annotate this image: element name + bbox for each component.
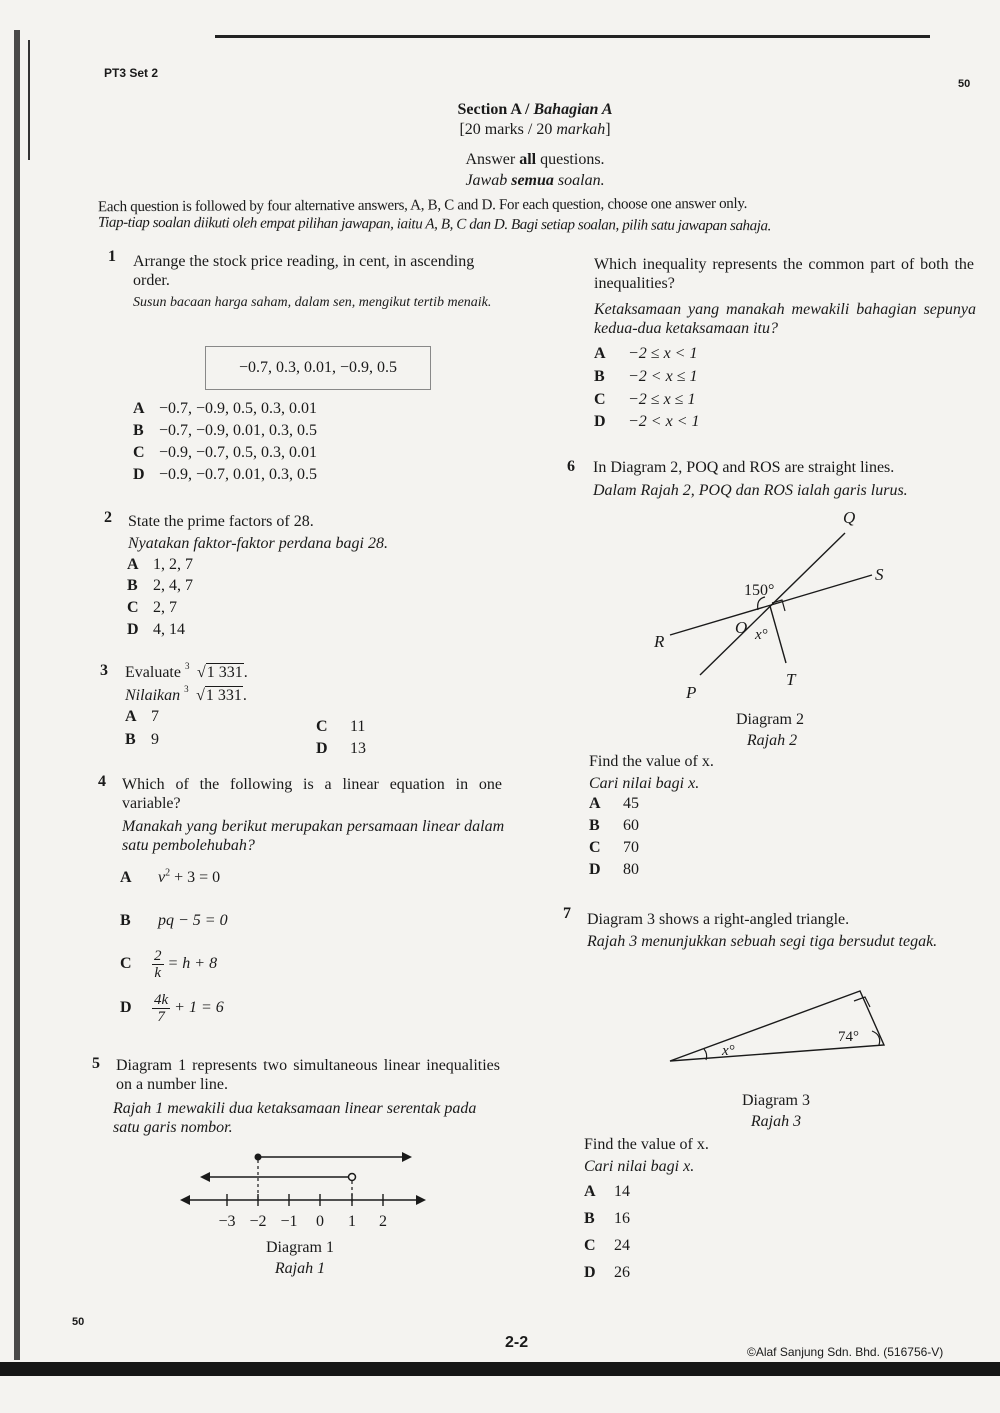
label-o: O [735,618,748,637]
option-letter: C [584,1237,596,1254]
section-title-en: Section A / [457,101,530,118]
q1-number-box: −0.7, 0.3, 0.01, −0.9, 0.5 [205,346,431,390]
tick-label: −1 [280,1213,298,1230]
q5-option-c[interactable] [594,391,695,409]
option-letter: C [316,718,328,735]
diagram2-caption-en: Diagram 2 [736,711,804,728]
answer-ms-3: soalan. [553,172,605,189]
tick-label: 2 [379,1213,387,1230]
option-letter: D [127,621,139,638]
q3-root: 3 √1 331 [185,663,244,682]
q7-number: 7 [563,905,571,922]
frac-den: 7 [157,1009,165,1025]
tick-label: −2 [249,1213,267,1230]
q5-option-a[interactable] [594,345,697,363]
eq-base: v [158,869,166,887]
page-number-top: 50 [958,78,971,90]
lower-ray-arrow [200,1172,210,1182]
label-r: R [654,632,665,651]
option-text: 60 [623,817,639,834]
line-ot [770,606,786,663]
option-letter: C [133,444,145,461]
q1-option-b[interactable] [133,422,317,440]
q6-number: 6 [567,458,575,475]
q4-text-en: Which of the following is a linear equation in one variable? [122,776,502,812]
q6-option-d[interactable] [589,861,639,879]
section-title-ms: Bahagian A [533,101,613,118]
option-letter: D [133,466,145,483]
q2-option-b[interactable] [127,577,193,595]
q4-frac-c [152,948,164,981]
marks-en: [20 marks / 20 [459,121,557,138]
q2-option-c[interactable] [127,599,177,617]
q3-nilaikan: Nilaikan [125,687,181,704]
option-text: −2 < x < 1 [628,413,700,430]
q6-find-ms: Cari nilai bagi x. [589,775,700,792]
q3-dot: . [243,664,248,681]
left-binding-edge [14,30,20,1360]
q3-number: 3 [100,662,108,679]
answer-en-1: Answer [465,151,520,168]
q7-text-en: Diagram 3 shows a right-angled triangle. [587,911,850,928]
page-code: 2-2 [505,1334,529,1351]
solid-dot [255,1154,262,1161]
q6-option-c[interactable] [589,839,639,857]
option-text: −0.9, −0.7, 0.01, 0.3, 0.5 [159,466,318,483]
option-letter: A [125,708,137,725]
option-text: 13 [350,740,366,757]
q4-option-c[interactable] [120,948,217,981]
label-s: S [875,565,884,584]
right-angle-marker [854,997,870,1007]
option-text: −0.7, −0.9, 0.01, 0.3, 0.5 [159,422,318,439]
q5-text-ms: Rajah 1 mewakili dua ketaksamaan linear serentak pada satu garis nombor. [113,1100,477,1136]
q4-eq-a [158,869,220,886]
q4-number: 4 [98,773,106,790]
q7-option-b[interactable] [584,1210,630,1228]
q1-option-a[interactable] [133,400,317,418]
option-text: −2 ≤ x < 1 [628,345,698,362]
q2-option-a[interactable] [127,556,193,574]
eq-exp: 2 [165,868,171,879]
root-index: 3 [184,684,189,694]
q6-text-en: In Diagram 2, POQ and ROS are straight lines. [593,459,895,476]
tick-label: 1 [348,1213,356,1230]
label-t: T [786,670,796,689]
option-letter: C [120,955,132,973]
q1-text-ms: Susun bacaan harga saham, dalam sen, mengikut tertib menaik. [133,295,492,310]
marks-ms: markah [556,121,606,138]
top-rule [215,35,930,38]
frac-num: 4k [154,992,169,1008]
q6-option-a[interactable] [589,795,639,813]
option-text: 4, 14 [153,621,185,638]
page-number-bottom-left: 50 [72,1316,85,1328]
frac-num: 2 [154,948,162,964]
option-text: 70 [623,839,639,856]
label-x: x° [755,627,768,643]
option-text: −0.9, −0.7, 0.5, 0.3, 0.01 [159,444,318,461]
option-text: −0.7, −0.9, 0.5, 0.3, 0.01 [159,400,318,417]
option-letter: A [127,556,139,573]
option-text: 2, 4, 7 [153,577,193,594]
radicand: 1 331 [206,664,243,681]
q6-text-ms: Dalam Rajah 2, POQ dan ROS ialah garis lurus. [593,482,908,499]
answer-ms-1: Jawab [465,172,512,189]
q7-find-ms: Cari nilai bagi x. [584,1158,695,1175]
option-letter: B [589,817,600,834]
q3-option-d[interactable] [316,740,366,758]
option-letter: D [584,1264,596,1281]
option-text: 2, 7 [153,599,177,616]
q5-cont-en: Which inequality represents the common part of both the inequalities? [594,256,974,292]
q3-root-ms: 3 √1 331 [184,686,243,705]
option-letter: C [589,839,601,856]
q7-option-c[interactable] [584,1237,630,1255]
q4-option-b[interactable] [120,912,228,930]
option-text: 26 [614,1264,630,1281]
option-text: 14 [614,1183,630,1200]
left-binding-line [28,40,30,160]
diagram3-caption-ms: Rajah 3 [750,1113,802,1130]
diagram1-caption-en: Diagram 1 [266,1239,334,1256]
set-label: PT3 Set 2 [104,66,159,80]
option-letter: A [594,345,606,362]
label-p: P [686,683,697,702]
answer-all-ms [330,172,740,190]
q7-text-ms: Rajah 3 menunjukkan sebuah segi tiga bersudut tegak. [587,933,938,950]
answer-en-3: questions. [536,151,605,168]
open-dot [349,1174,356,1181]
label-74: 74° [838,1029,859,1045]
q6-option-b[interactable] [589,817,639,835]
q7-option-d[interactable] [584,1264,630,1282]
section-title [330,101,740,119]
q1-option-c[interactable] [133,444,317,462]
instruction-ms: Tiap-tiap soalan diikuti oleh empat pilihan jawapan, iaitu A, B, C dan D. Bagi setiap soalan, pilih satu jawapan sahaja. [97,214,772,235]
option-text: 7 [151,708,159,725]
q7-find-en: Find the value of x. [584,1136,709,1153]
marks-close: ] [605,121,611,138]
q3-evaluate: Evaluate [125,664,181,681]
option-text: 24 [614,1237,630,1254]
upper-ray-arrow [402,1152,412,1162]
option-letter: D [589,861,601,878]
q2-option-d[interactable] [127,621,185,639]
q3-option-b[interactable] [125,731,159,749]
option-letter: D [316,740,328,757]
q3-option-c[interactable] [316,718,365,736]
option-letter: A [120,869,132,887]
radicand: 1 331 [205,687,242,704]
option-letter: C [594,391,606,408]
axis-arrow-right [416,1195,426,1205]
tick-label: 0 [316,1213,324,1230]
q5-number: 5 [92,1055,100,1072]
diagram2-caption-ms: Rajah 2 [746,732,798,749]
answer-en-2: all [519,151,537,168]
label-x: x° [722,1043,735,1059]
q2-text-ms: Nyatakan faktor-faktor perdana bagi 28. [128,535,388,552]
q5-cont-ms: Ketaksamaan yang manakah mewakili bahagian sepunya kedua-dua ketaksamaan itu? [594,301,976,337]
number-line-diagram [170,1140,430,1240]
option-text: 45 [623,795,639,812]
triangle [670,991,884,1061]
option-letter: B [594,368,605,385]
frac-den: k [154,965,162,981]
q2-number: 2 [104,509,112,526]
q4-option-d[interactable] [120,992,224,1025]
option-letter: B [120,912,131,929]
diagram1-caption-ms: Rajah 1 [274,1260,326,1277]
option-text: 11 [350,718,366,735]
option-text: 16 [614,1210,630,1227]
option-letter: A [584,1183,596,1200]
angle-diagram [650,505,910,710]
triangle-diagram [660,985,890,1075]
option-text: 9 [151,731,159,748]
axis-arrow-left [180,1195,190,1205]
option-letter: A [133,400,145,417]
option-letter: A [589,795,601,812]
diagram3-caption-en: Diagram 3 [742,1092,810,1109]
q7-option-a[interactable] [584,1183,630,1201]
label-150: 150° [744,582,775,599]
option-letter: B [133,422,144,439]
eq-rest: + 1 = 6 [170,999,224,1017]
q5-option-d[interactable] [594,413,700,431]
q1-option-d[interactable] [133,466,317,484]
q5-option-b[interactable] [594,368,697,386]
q2-text-en: State the prime factors of 28. [128,513,314,530]
q3-text-ms [125,686,247,705]
q6-find-en: Find the value of x. [589,753,714,770]
option-text: 1, 2, 7 [153,556,193,573]
eq-rest: = h + 8 [163,955,218,973]
section-marks [330,121,740,139]
answer-all-en [330,151,740,169]
q1-number: 1 [108,248,116,265]
q3-dot: . [242,687,247,704]
q4-text-ms: Manakah yang berikut merupakan persamaan linear dalam satu pembolehubah? [122,818,505,854]
option-letter: D [594,413,606,430]
answer-ms-2: semua [511,172,554,189]
bottom-edge [0,1362,1000,1376]
option-letter: B [125,731,136,748]
q4-option-a[interactable] [120,868,220,887]
option-letter: D [120,999,132,1017]
copyright: ©Alaf Sanjung Sdn. Bhd. (516756-V) [747,1345,944,1359]
tick-label: −3 [218,1213,236,1230]
label-q: Q [843,508,856,527]
q4-frac-d [152,992,170,1025]
eq-rest: + 3 = 0 [170,869,221,887]
option-letter: B [127,577,138,594]
q3-option-a[interactable] [125,708,159,726]
option-letter: C [127,599,139,616]
root-index: 3 [184,661,190,671]
q5-text-en: Diagram 1 represents two simultaneous linear inequalities on a number line. [116,1057,500,1093]
q4-eq-b: pq − 5 = 0 [158,912,228,929]
option-letter: B [584,1210,595,1227]
option-text: 80 [623,861,639,878]
instruction-en: Each question is followed by four alternative answers, A, B, C and D. For each question, choose one answer only. [97,195,748,216]
q1-text-en: Arrange the stock price reading, in cent, in ascending order. [133,253,475,289]
option-text: −2 < x ≤ 1 [628,368,698,385]
option-text: −2 ≤ x ≤ 1 [628,391,696,408]
